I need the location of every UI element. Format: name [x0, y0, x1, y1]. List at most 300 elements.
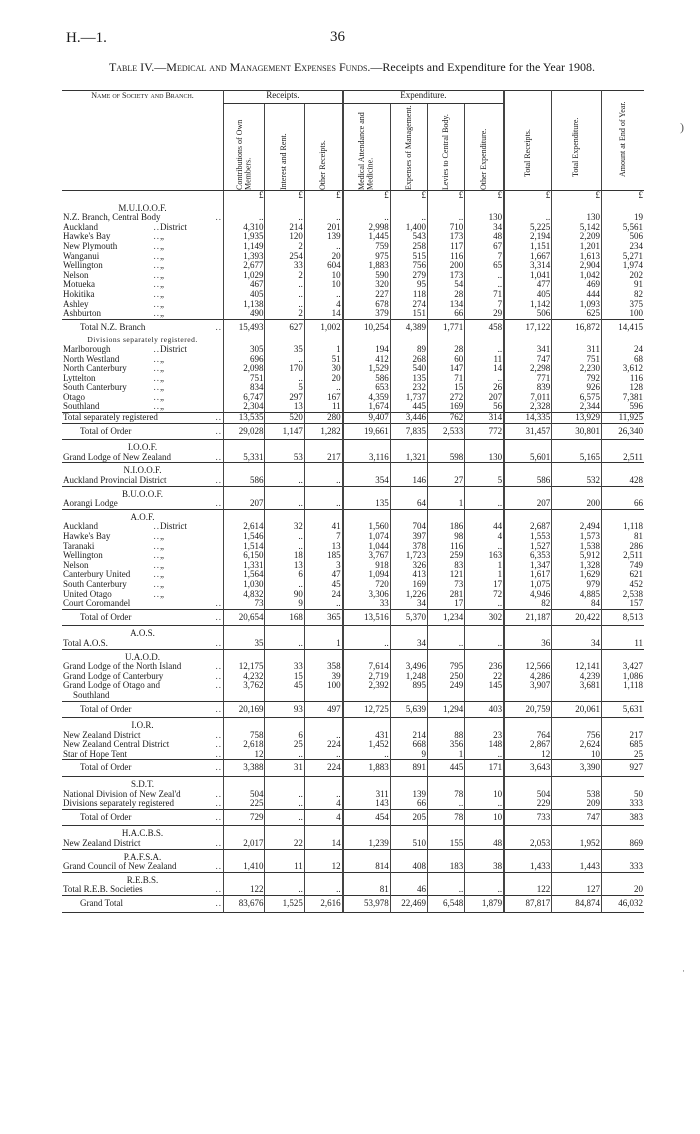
value-cell: .. — [465, 639, 504, 649]
value-cell — [343, 718, 391, 731]
value-cell: 891 — [390, 760, 427, 777]
row-label: Divisions separately registered — [63, 799, 174, 809]
leader-dots: .. — [215, 681, 223, 691]
value-cell: 1,282 — [304, 423, 342, 440]
leader-dots: .. — [153, 532, 161, 541]
table-row — [62, 681, 644, 691]
value-cell: 405 — [224, 290, 265, 300]
value-cell: 12 — [304, 862, 342, 872]
value-cell: 225 — [224, 799, 265, 809]
value-cell: 1,118 — [601, 681, 644, 691]
value-cell: 1,452 — [343, 740, 391, 750]
value-cell: 378 — [390, 542, 427, 552]
row-label: Southland — [63, 402, 100, 412]
row-label-cell — [62, 681, 224, 691]
value-cell: 207 — [504, 499, 552, 509]
row-label-cell — [62, 374, 224, 384]
value-cell: 979 — [552, 580, 602, 590]
value-cell: 729 — [224, 809, 265, 826]
row-label: Total separately registered — [63, 412, 158, 423]
value-cell: 14 — [304, 839, 342, 849]
row-label-cell — [62, 639, 224, 649]
row-label-cell — [62, 345, 224, 355]
col-header-total-receipts — [504, 91, 552, 191]
leader-dots: .. — [215, 638, 223, 648]
value-cell: 2,687 — [504, 522, 552, 532]
value-cell — [465, 849, 504, 862]
value-cell: 895 — [390, 681, 427, 691]
value-cell: 229 — [504, 799, 552, 809]
value-cell: 81 — [343, 885, 391, 895]
value-cell: 1,393 — [224, 252, 265, 262]
value-cell — [504, 201, 552, 214]
value-cell: 249 — [428, 681, 465, 691]
value-cell — [224, 440, 265, 453]
value-cell: 34 — [390, 599, 427, 609]
table-row — [62, 561, 644, 571]
row-label-cell — [62, 232, 224, 242]
value-cell: .. — [265, 799, 304, 809]
district-marker: District — [160, 522, 188, 532]
expenditure-group-header: Expenditure. — [343, 91, 505, 104]
row-label: Auckland Provincial District — [63, 476, 167, 486]
table-row — [62, 383, 644, 393]
unit-cell: £ — [601, 191, 644, 201]
row-label: N.I.O.O.F. — [123, 465, 162, 476]
value-cell: 520 — [265, 413, 304, 424]
leader-dots: .. — [215, 885, 223, 895]
row-label: A.O.F. — [130, 511, 155, 522]
row-label: Auckland — [63, 522, 98, 532]
value-cell: 33 — [265, 662, 304, 672]
value-cell — [304, 486, 342, 499]
value-cell: .. — [465, 499, 504, 509]
value-cell: 280 — [304, 413, 342, 424]
value-cell: 704 — [390, 522, 427, 532]
value-cell — [390, 463, 427, 476]
row-label-cell — [62, 672, 224, 682]
value-cell: 1,094 — [343, 570, 391, 580]
value-cell: 1 — [304, 639, 342, 649]
row-label: A.O.S. — [130, 628, 155, 639]
row-label-cell — [62, 309, 224, 319]
unit-cell: £ — [428, 191, 465, 201]
district-marker: „ — [160, 532, 165, 541]
row-label: Hawke's Bay — [63, 532, 111, 541]
value-cell: 751 — [224, 374, 265, 384]
value-cell: 333 — [601, 799, 644, 809]
leader-dots: .. — [153, 261, 161, 271]
value-cell: 2,194 — [504, 232, 552, 242]
row-label: Hawke's Bay — [63, 232, 111, 242]
value-cell: 155 — [428, 839, 465, 849]
value-cell: 8,513 — [601, 609, 644, 626]
row-label: U.A.O.D. — [125, 651, 161, 662]
value-cell: 26 — [465, 383, 504, 393]
value-cell — [304, 777, 342, 790]
value-cell: 116 — [601, 374, 644, 384]
value-cell: 4 — [304, 799, 342, 809]
value-cell: 73 — [224, 599, 265, 609]
district-marker: „ — [160, 270, 165, 280]
value-cell: 38 — [465, 862, 504, 872]
value-cell: 326 — [390, 561, 427, 571]
value-cell: 44 — [465, 522, 504, 532]
receipts-expenditure-table — [62, 90, 644, 913]
value-cell: 3,496 — [390, 662, 427, 672]
value-cell: .. — [265, 476, 304, 486]
value-cell — [265, 872, 304, 885]
value-cell: 1 — [428, 750, 465, 760]
value-cell — [465, 509, 504, 522]
row-label: Total R.E.B. Societies — [63, 885, 143, 895]
value-cell — [390, 826, 427, 839]
name-column-header — [62, 91, 224, 191]
value-cell: 504 — [224, 790, 265, 800]
row-label: Ashburton — [63, 309, 101, 319]
value-cell: 604 — [304, 261, 342, 271]
value-cell: 100 — [601, 309, 644, 319]
value-cell: 625 — [552, 309, 602, 319]
value-cell: 477 — [504, 280, 552, 290]
value-cell — [428, 826, 465, 839]
value-cell: 14,335 — [504, 413, 552, 424]
row-label: Total of Order — [80, 611, 132, 622]
value-cell — [224, 649, 265, 662]
value-cell: 1,093 — [552, 300, 602, 310]
value-cell: 183 — [428, 862, 465, 872]
value-cell: 2 — [265, 271, 304, 281]
value-cell: 6,548 — [428, 896, 465, 913]
value-cell: 458 — [465, 319, 504, 335]
value-cell: 148 — [465, 740, 504, 750]
margin-mark-top: ) — [680, 120, 684, 134]
value-cell — [601, 626, 644, 639]
value-cell: .. — [265, 809, 304, 826]
value-cell: 4,389 — [390, 319, 427, 335]
row-label: Hokitika — [63, 289, 95, 299]
value-cell: 1,443 — [552, 862, 602, 872]
value-cell: 1,331 — [224, 561, 265, 571]
table-row — [62, 364, 644, 374]
row-label-cell — [62, 413, 224, 424]
value-cell — [601, 777, 644, 790]
value-cell: 5,370 — [390, 609, 427, 626]
table-row — [62, 522, 644, 532]
table-row — [62, 885, 644, 895]
row-label: National Division of New Zeal'd — [63, 789, 181, 799]
value-cell: 454 — [343, 809, 391, 826]
district-slot — [160, 402, 222, 412]
value-cell — [552, 463, 602, 476]
col-header-levies-text: Levies to Central Body. — [440, 114, 450, 190]
value-cell: 139 — [304, 232, 342, 242]
row-label-cell — [62, 423, 224, 440]
value-cell: 1,149 — [224, 242, 265, 252]
value-cell: 91 — [601, 280, 644, 290]
value-cell: 3,427 — [601, 662, 644, 672]
value-cell: 1,226 — [390, 590, 427, 600]
table-row — [62, 599, 644, 609]
value-cell: 84,874 — [552, 896, 602, 913]
value-cell: 311 — [343, 790, 391, 800]
col-header-levies — [428, 104, 465, 191]
leader-dots: .. — [153, 541, 161, 551]
row-label-cell — [62, 885, 224, 895]
table-row — [62, 499, 644, 509]
table-row — [62, 223, 644, 233]
value-cell: 200 — [552, 499, 602, 509]
value-cell — [265, 201, 304, 214]
value-cell — [304, 463, 342, 476]
value-cell — [504, 691, 552, 701]
value-cell: 13 — [265, 402, 304, 412]
value-cell: 13,929 — [552, 413, 602, 424]
value-cell — [428, 872, 465, 885]
table-row — [62, 213, 644, 223]
value-cell: 14,415 — [601, 319, 644, 335]
value-cell: 1,538 — [552, 542, 602, 552]
receipts-group-header: Receipts. — [224, 91, 343, 104]
name-column-header-text: Name of Society and Branch. — [91, 91, 194, 100]
row-label: Otago — [63, 392, 85, 402]
row-label-cell — [62, 872, 224, 885]
value-cell: 1 — [304, 345, 342, 355]
value-cell: 1,527 — [504, 542, 552, 552]
value-cell: 1,234 — [428, 609, 465, 626]
value-cell: 127 — [552, 885, 602, 895]
value-cell: 356 — [428, 740, 465, 750]
value-cell — [504, 509, 552, 522]
leader-dots: .. — [153, 354, 161, 364]
value-cell: 1,546 — [224, 532, 265, 542]
table-title — [62, 60, 642, 74]
col-header-other-expenditure — [465, 104, 504, 191]
value-cell: 3,643 — [504, 760, 552, 777]
value-cell: 2,538 — [601, 590, 644, 600]
value-cell: 12 — [224, 750, 265, 760]
district-marker: „ — [160, 241, 165, 251]
value-cell: 3,116 — [343, 453, 391, 463]
value-cell: 405 — [504, 290, 552, 300]
table-row — [62, 355, 644, 365]
unit-cell: £ — [390, 191, 427, 201]
district-slot — [160, 570, 222, 580]
value-cell — [265, 463, 304, 476]
leader-dots: .. — [153, 309, 161, 319]
value-cell: 274 — [390, 300, 427, 310]
value-cell: 122 — [224, 885, 265, 895]
value-cell: 3,681 — [552, 681, 602, 691]
value-cell: .. — [343, 639, 391, 649]
table-title-lead: Table IV. — [108, 60, 155, 74]
value-cell — [343, 872, 391, 885]
district-slot — [160, 374, 222, 384]
value-cell — [465, 463, 504, 476]
value-cell: 4,286 — [504, 672, 552, 682]
leader-dots: .. — [153, 299, 161, 309]
value-cell: 3,446 — [390, 413, 427, 424]
value-cell — [552, 649, 602, 662]
value-cell: 48 — [465, 839, 504, 849]
value-cell: 145 — [465, 681, 504, 691]
value-cell: 869 — [601, 839, 644, 849]
value-cell: 403 — [465, 701, 504, 718]
value-cell: 1,525 — [265, 896, 304, 913]
value-cell: 41 — [304, 522, 342, 532]
margin-mark-bottom: · — [682, 966, 685, 976]
value-cell: 720 — [343, 580, 391, 590]
value-cell: 15 — [265, 672, 304, 682]
row-label-cell — [62, 383, 224, 393]
value-cell: 217 — [304, 453, 342, 463]
value-cell — [265, 486, 304, 499]
value-cell — [504, 777, 552, 790]
table-row — [62, 393, 644, 403]
value-cell: 53,978 — [343, 896, 391, 913]
row-label: South Canterbury — [63, 383, 127, 393]
district-marker: „ — [160, 383, 165, 393]
value-cell: 1,321 — [390, 453, 427, 463]
value-cell: 6,353 — [504, 551, 552, 561]
value-cell: 11 — [304, 402, 342, 412]
value-cell: 1,952 — [552, 839, 602, 849]
value-cell: 64 — [390, 499, 427, 509]
value-cell: 25 — [601, 750, 644, 760]
value-cell: 100 — [304, 681, 342, 691]
value-cell — [390, 201, 427, 214]
district-slot — [160, 271, 222, 281]
value-cell: 918 — [343, 561, 391, 571]
row-label: S.D.T. — [130, 779, 155, 790]
value-cell: 4,359 — [343, 393, 391, 403]
row-label: Nelson — [63, 560, 89, 570]
row-label-cell — [62, 522, 224, 532]
value-cell — [504, 849, 552, 862]
value-cell: .. — [465, 374, 504, 384]
value-cell: 5,142 — [552, 223, 602, 233]
value-cell: 772 — [465, 423, 504, 440]
section-heading-row — [62, 826, 644, 839]
value-cell: 7,614 — [343, 662, 391, 672]
table-row — [62, 232, 644, 242]
row-label-cell — [62, 551, 224, 561]
value-cell: 2 — [265, 242, 304, 252]
section-heading-row — [62, 440, 644, 453]
table-row — [62, 309, 644, 319]
value-cell: 83 — [428, 561, 465, 571]
section-heading-row — [62, 777, 644, 790]
value-cell — [465, 335, 504, 345]
leader-dots: .. — [215, 703, 223, 714]
value-cell: 9 — [265, 599, 304, 609]
value-cell: .. — [304, 885, 342, 895]
value-cell — [304, 691, 342, 701]
row-label: I.O.O.F. — [127, 442, 158, 453]
leader-dots: .. — [153, 383, 161, 393]
leader-dots: .. — [153, 589, 161, 599]
value-cell: 82 — [504, 599, 552, 609]
district-marker: „ — [160, 392, 165, 402]
value-cell: 68 — [601, 355, 644, 365]
unit-row-blank — [62, 191, 224, 201]
value-cell: 358 — [304, 662, 342, 672]
value-cell: .. — [265, 639, 304, 649]
value-cell: 47 — [304, 570, 342, 580]
value-cell: 20 — [601, 885, 644, 895]
district-marker: „ — [160, 299, 165, 309]
row-label-cell — [62, 826, 224, 839]
total-row — [62, 701, 644, 718]
value-cell: 7,381 — [601, 393, 644, 403]
leader-dots: .. — [215, 476, 223, 486]
value-cell: 88 — [428, 731, 465, 741]
value-cell: 10 — [552, 750, 602, 760]
total-row — [62, 413, 644, 424]
value-cell — [390, 649, 427, 662]
value-cell: 73 — [428, 580, 465, 590]
value-cell — [428, 626, 465, 639]
table-row — [62, 374, 644, 384]
value-cell: 35 — [224, 639, 265, 649]
value-cell: 33 — [343, 599, 391, 609]
value-cell: 311 — [552, 345, 602, 355]
value-cell — [304, 872, 342, 885]
leader-dots: .. — [153, 551, 161, 561]
value-cell: 354 — [343, 476, 391, 486]
value-cell: 116 — [428, 542, 465, 552]
value-cell: 397 — [390, 532, 427, 542]
leader-dots: .. — [215, 499, 223, 509]
value-cell: 201 — [304, 223, 342, 233]
value-cell: .. — [224, 213, 265, 223]
value-cell — [224, 718, 265, 731]
value-cell: 20,061 — [552, 701, 602, 718]
value-cell: 795 — [428, 662, 465, 672]
value-cell: 10 — [304, 271, 342, 281]
value-cell — [304, 440, 342, 453]
value-cell: 19,661 — [343, 423, 391, 440]
row-label: Wellington — [63, 551, 103, 561]
leader-dots: .. — [153, 241, 161, 251]
row-label: Grand Lodge of the North Island — [63, 662, 182, 672]
value-cell: .. — [304, 476, 342, 486]
value-cell: 1,118 — [601, 522, 644, 532]
value-cell: 383 — [601, 809, 644, 826]
value-cell: 5,271 — [601, 252, 644, 262]
value-cell: 12,175 — [224, 662, 265, 672]
leader-dots: .. — [215, 898, 223, 908]
row-label: Court Coromandel — [63, 599, 131, 609]
value-cell: 12,725 — [343, 701, 391, 718]
value-cell: 13 — [265, 561, 304, 571]
value-cell: 169 — [428, 402, 465, 412]
row-label: M.U.I.O.O.F. — [118, 202, 167, 213]
value-cell: 3,306 — [343, 590, 391, 600]
row-label-cell — [62, 402, 224, 412]
section-heading-row — [62, 649, 644, 662]
value-cell: 14 — [304, 309, 342, 319]
value-cell: 268 — [390, 355, 427, 365]
row-label-cell — [62, 701, 224, 718]
value-cell: 747 — [552, 809, 602, 826]
value-cell: 598 — [428, 453, 465, 463]
row-label: New Plymouth — [63, 241, 118, 251]
row-label-cell — [62, 509, 224, 522]
value-cell: 134 — [428, 300, 465, 310]
value-cell: 13,535 — [224, 413, 265, 424]
leader-dots: .. — [215, 799, 223, 809]
